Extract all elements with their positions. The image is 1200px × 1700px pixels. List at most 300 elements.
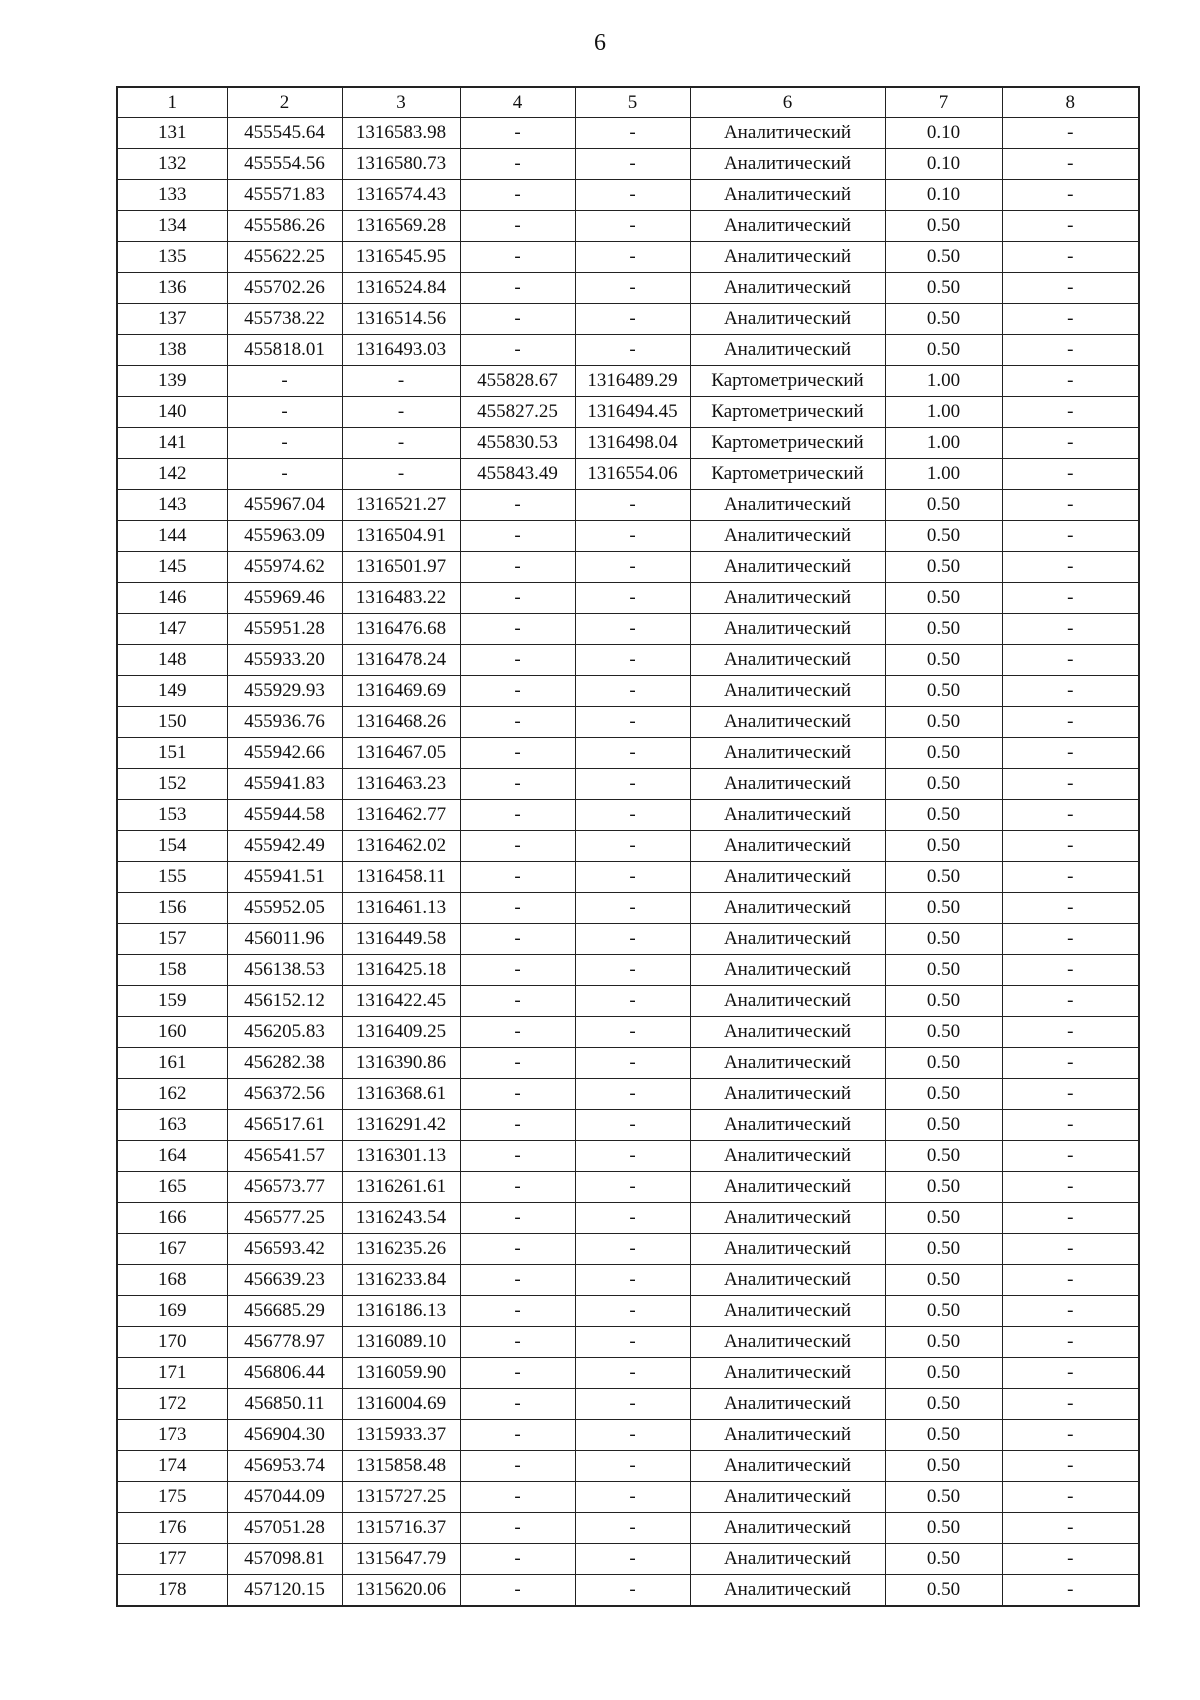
cell-x-coordinate: 456517.61 — [227, 1110, 342, 1141]
cell-method: Аналитический — [690, 645, 885, 676]
cell-accuracy: 0.50 — [885, 304, 1002, 335]
cell-note: - — [1002, 552, 1139, 583]
table-row — [117, 1265, 1139, 1296]
cell-point-number: 160 — [117, 1017, 227, 1048]
cell-point-number: 177 — [117, 1544, 227, 1575]
cell-x-coordinate-alt: - — [460, 955, 575, 986]
cell-x-coordinate-alt: 455830.53 — [460, 428, 575, 459]
cell-point-number: 145 — [117, 552, 227, 583]
cell-accuracy: 0.50 — [885, 1110, 1002, 1141]
cell-point-number: 150 — [117, 707, 227, 738]
cell-point-number: 166 — [117, 1203, 227, 1234]
cell-y-coordinate: 1316574.43 — [342, 180, 460, 211]
table-row — [117, 955, 1139, 986]
cell-accuracy: 0.10 — [885, 149, 1002, 180]
cell-y-coordinate: 1316233.84 — [342, 1265, 460, 1296]
cell-accuracy: 0.50 — [885, 335, 1002, 366]
cell-accuracy: 1.00 — [885, 366, 1002, 397]
cell-y-coordinate: 1316368.61 — [342, 1079, 460, 1110]
cell-accuracy: 0.50 — [885, 521, 1002, 552]
cell-y-coordinate: 1316261.61 — [342, 1172, 460, 1203]
cell-accuracy: 0.50 — [885, 1420, 1002, 1451]
cell-note: - — [1002, 893, 1139, 924]
table-row — [117, 242, 1139, 273]
cell-x-coordinate: 456639.23 — [227, 1265, 342, 1296]
cell-method: Аналитический — [690, 304, 885, 335]
cell-x-coordinate: 455933.20 — [227, 645, 342, 676]
cell-x-coordinate-alt: - — [460, 1048, 575, 1079]
cell-x-coordinate-alt: - — [460, 738, 575, 769]
cell-y-coordinate-alt: - — [575, 769, 690, 800]
coordinates-table — [116, 86, 1140, 1607]
cell-method: Аналитический — [690, 1482, 885, 1513]
cell-y-coordinate-alt: - — [575, 149, 690, 180]
cell-accuracy: 0.50 — [885, 738, 1002, 769]
cell-point-number: 153 — [117, 800, 227, 831]
cell-x-coordinate: 457098.81 — [227, 1544, 342, 1575]
table-row — [117, 1296, 1139, 1327]
cell-x-coordinate-alt: - — [460, 521, 575, 552]
cell-x-coordinate-alt: - — [460, 1575, 575, 1607]
cell-y-coordinate: 1316458.11 — [342, 862, 460, 893]
cell-method: Аналитический — [690, 1110, 885, 1141]
cell-point-number: 152 — [117, 769, 227, 800]
cell-point-number: 174 — [117, 1451, 227, 1482]
header-row — [117, 87, 1139, 118]
cell-y-coordinate-alt: - — [575, 583, 690, 614]
cell-x-coordinate-alt: - — [460, 211, 575, 242]
cell-method: Аналитический — [690, 1203, 885, 1234]
cell-method: Аналитический — [690, 583, 885, 614]
cell-x-coordinate: - — [227, 397, 342, 428]
cell-method: Аналитический — [690, 1420, 885, 1451]
cell-accuracy: 0.50 — [885, 1141, 1002, 1172]
cell-method: Аналитический — [690, 893, 885, 924]
cell-x-coordinate: 455951.28 — [227, 614, 342, 645]
table-row — [117, 118, 1139, 149]
cell-y-coordinate-alt: - — [575, 924, 690, 955]
cell-y-coordinate-alt: - — [575, 614, 690, 645]
cell-x-coordinate-alt: - — [460, 1110, 575, 1141]
cell-method: Аналитический — [690, 1265, 885, 1296]
cell-x-coordinate-alt: - — [460, 273, 575, 304]
cell-note: - — [1002, 242, 1139, 273]
cell-x-coordinate-alt: - — [460, 645, 575, 676]
cell-point-number: 162 — [117, 1079, 227, 1110]
cell-y-coordinate: 1316524.84 — [342, 273, 460, 304]
cell-note: - — [1002, 1451, 1139, 1482]
page-number: 6 — [594, 30, 606, 56]
cell-y-coordinate: 1315727.25 — [342, 1482, 460, 1513]
cell-note: - — [1002, 738, 1139, 769]
cell-accuracy: 0.50 — [885, 986, 1002, 1017]
cell-x-coordinate-alt: - — [460, 242, 575, 273]
cell-x-coordinate: 455554.56 — [227, 149, 342, 180]
table-row — [117, 924, 1139, 955]
cell-x-coordinate-alt: - — [460, 1389, 575, 1420]
cell-accuracy: 0.50 — [885, 1048, 1002, 1079]
cell-y-coordinate-alt: - — [575, 1513, 690, 1544]
cell-method: Аналитический — [690, 1451, 885, 1482]
column-header-3: 3 — [342, 87, 460, 118]
cell-method: Картометрический — [690, 459, 885, 490]
cell-x-coordinate-alt: - — [460, 1017, 575, 1048]
column-header-4: 4 — [460, 87, 575, 118]
cell-y-coordinate-alt: 1316489.29 — [575, 366, 690, 397]
cell-method: Аналитический — [690, 1017, 885, 1048]
cell-note: - — [1002, 1420, 1139, 1451]
cell-accuracy: 0.50 — [885, 1296, 1002, 1327]
cell-accuracy: 0.50 — [885, 242, 1002, 273]
cell-x-coordinate: 455969.46 — [227, 583, 342, 614]
cell-point-number: 175 — [117, 1482, 227, 1513]
cell-y-coordinate-alt: - — [575, 1327, 690, 1358]
cell-point-number: 155 — [117, 862, 227, 893]
cell-x-coordinate: 456953.74 — [227, 1451, 342, 1482]
table-row — [117, 738, 1139, 769]
cell-point-number: 167 — [117, 1234, 227, 1265]
cell-note: - — [1002, 1327, 1139, 1358]
cell-method: Картометрический — [690, 397, 885, 428]
cell-y-coordinate-alt: 1316494.45 — [575, 397, 690, 428]
cell-y-coordinate: 1316462.02 — [342, 831, 460, 862]
cell-note: - — [1002, 1482, 1139, 1513]
cell-y-coordinate: 1316004.69 — [342, 1389, 460, 1420]
table-row — [117, 1420, 1139, 1451]
cell-accuracy: 0.50 — [885, 924, 1002, 955]
cell-method: Аналитический — [690, 738, 885, 769]
cell-x-coordinate-alt: - — [460, 769, 575, 800]
table-row — [117, 1482, 1139, 1513]
cell-y-coordinate-alt: - — [575, 242, 690, 273]
cell-x-coordinate-alt: - — [460, 1141, 575, 1172]
cell-x-coordinate: 456541.57 — [227, 1141, 342, 1172]
table-row — [117, 1110, 1139, 1141]
cell-x-coordinate: 456778.97 — [227, 1327, 342, 1358]
cell-accuracy: 0.50 — [885, 893, 1002, 924]
cell-accuracy: 1.00 — [885, 459, 1002, 490]
table-row — [117, 1327, 1139, 1358]
cell-note: - — [1002, 1234, 1139, 1265]
cell-y-coordinate-alt: - — [575, 118, 690, 149]
cell-method: Аналитический — [690, 1048, 885, 1079]
table-row — [117, 831, 1139, 862]
cell-x-coordinate-alt: - — [460, 1203, 575, 1234]
cell-y-coordinate: - — [342, 459, 460, 490]
table-row — [117, 180, 1139, 211]
cell-point-number: 135 — [117, 242, 227, 273]
cell-note: - — [1002, 614, 1139, 645]
cell-note: - — [1002, 862, 1139, 893]
cell-method: Аналитический — [690, 1389, 885, 1420]
cell-point-number: 171 — [117, 1358, 227, 1389]
cell-method: Аналитический — [690, 211, 885, 242]
cell-point-number: 141 — [117, 428, 227, 459]
cell-y-coordinate: 1316504.91 — [342, 521, 460, 552]
cell-method: Аналитический — [690, 180, 885, 211]
cell-method: Аналитический — [690, 273, 885, 304]
table-row — [117, 428, 1139, 459]
cell-x-coordinate: 455738.22 — [227, 304, 342, 335]
cell-x-coordinate: 456138.53 — [227, 955, 342, 986]
cell-point-number: 169 — [117, 1296, 227, 1327]
cell-y-coordinate-alt: - — [575, 211, 690, 242]
cell-method: Аналитический — [690, 118, 885, 149]
table-row — [117, 769, 1139, 800]
cell-note: - — [1002, 1513, 1139, 1544]
cell-point-number: 164 — [117, 1141, 227, 1172]
cell-y-coordinate-alt: - — [575, 1451, 690, 1482]
cell-point-number: 148 — [117, 645, 227, 676]
cell-note: - — [1002, 924, 1139, 955]
cell-y-coordinate-alt: - — [575, 831, 690, 862]
cell-note: - — [1002, 304, 1139, 335]
cell-y-coordinate-alt: 1316498.04 — [575, 428, 690, 459]
table-row — [117, 211, 1139, 242]
cell-x-coordinate-alt: 455843.49 — [460, 459, 575, 490]
cell-x-coordinate: 455944.58 — [227, 800, 342, 831]
cell-point-number: 142 — [117, 459, 227, 490]
cell-note: - — [1002, 707, 1139, 738]
cell-note: - — [1002, 366, 1139, 397]
cell-x-coordinate-alt: - — [460, 335, 575, 366]
cell-y-coordinate-alt: - — [575, 1141, 690, 1172]
cell-accuracy: 0.50 — [885, 1017, 1002, 1048]
cell-accuracy: 0.50 — [885, 1203, 1002, 1234]
cell-method: Аналитический — [690, 552, 885, 583]
cell-accuracy: 0.50 — [885, 273, 1002, 304]
cell-x-coordinate-alt: - — [460, 1451, 575, 1482]
cell-point-number: 157 — [117, 924, 227, 955]
cell-x-coordinate: 456282.38 — [227, 1048, 342, 1079]
table-row — [117, 490, 1139, 521]
cell-y-coordinate: 1315858.48 — [342, 1451, 460, 1482]
cell-method: Аналитический — [690, 986, 885, 1017]
cell-y-coordinate: 1316476.68 — [342, 614, 460, 645]
table-row — [117, 614, 1139, 645]
cell-y-coordinate-alt: - — [575, 955, 690, 986]
cell-method: Аналитический — [690, 149, 885, 180]
cell-method: Аналитический — [690, 1234, 885, 1265]
cell-point-number: 158 — [117, 955, 227, 986]
cell-y-coordinate-alt: - — [575, 1575, 690, 1607]
cell-y-coordinate: 1316425.18 — [342, 955, 460, 986]
cell-y-coordinate: 1316186.13 — [342, 1296, 460, 1327]
cell-y-coordinate-alt: - — [575, 1048, 690, 1079]
cell-method: Аналитический — [690, 1358, 885, 1389]
cell-x-coordinate-alt: - — [460, 1420, 575, 1451]
table-row — [117, 1048, 1139, 1079]
cell-y-coordinate: 1316089.10 — [342, 1327, 460, 1358]
cell-x-coordinate: - — [227, 366, 342, 397]
table-row — [117, 1079, 1139, 1110]
cell-y-coordinate-alt: - — [575, 1482, 690, 1513]
cell-note: - — [1002, 149, 1139, 180]
cell-x-coordinate-alt: - — [460, 118, 575, 149]
cell-note: - — [1002, 1110, 1139, 1141]
cell-accuracy: 1.00 — [885, 428, 1002, 459]
cell-method: Аналитический — [690, 614, 885, 645]
cell-y-coordinate: 1316521.27 — [342, 490, 460, 521]
cell-note: - — [1002, 1544, 1139, 1575]
cell-point-number: 163 — [117, 1110, 227, 1141]
cell-x-coordinate-alt: - — [460, 149, 575, 180]
table-row — [117, 1389, 1139, 1420]
column-header-6: 6 — [690, 87, 885, 118]
cell-y-coordinate-alt: - — [575, 1017, 690, 1048]
cell-point-number: 161 — [117, 1048, 227, 1079]
cell-method: Аналитический — [690, 1575, 885, 1607]
cell-x-coordinate-alt: - — [460, 1327, 575, 1358]
cell-note: - — [1002, 645, 1139, 676]
cell-note: - — [1002, 769, 1139, 800]
cell-x-coordinate-alt: - — [460, 1544, 575, 1575]
cell-point-number: 133 — [117, 180, 227, 211]
cell-point-number: 131 — [117, 118, 227, 149]
cell-x-coordinate-alt: - — [460, 800, 575, 831]
cell-method: Аналитический — [690, 1513, 885, 1544]
cell-point-number: 173 — [117, 1420, 227, 1451]
cell-x-coordinate-alt: - — [460, 614, 575, 645]
cell-x-coordinate-alt: - — [460, 583, 575, 614]
cell-x-coordinate: 456577.25 — [227, 1203, 342, 1234]
cell-method: Аналитический — [690, 676, 885, 707]
cell-accuracy: 0.50 — [885, 1513, 1002, 1544]
cell-method: Картометрический — [690, 428, 885, 459]
cell-y-coordinate-alt: - — [575, 304, 690, 335]
cell-x-coordinate: 455545.64 — [227, 118, 342, 149]
cell-y-coordinate: 1316501.97 — [342, 552, 460, 583]
cell-y-coordinate: 1316390.86 — [342, 1048, 460, 1079]
table-row — [117, 273, 1139, 304]
cell-x-coordinate: 457044.09 — [227, 1482, 342, 1513]
cell-x-coordinate-alt: - — [460, 831, 575, 862]
cell-note: - — [1002, 1017, 1139, 1048]
table-row — [117, 552, 1139, 583]
cell-note: - — [1002, 1296, 1139, 1327]
table-row — [117, 1451, 1139, 1482]
cell-note: - — [1002, 459, 1139, 490]
cell-note: - — [1002, 397, 1139, 428]
table-row — [117, 1544, 1139, 1575]
cell-x-coordinate: 456152.12 — [227, 986, 342, 1017]
cell-y-coordinate-alt: - — [575, 986, 690, 1017]
cell-y-coordinate-alt: - — [575, 893, 690, 924]
cell-y-coordinate-alt: - — [575, 862, 690, 893]
cell-y-coordinate-alt: 1316554.06 — [575, 459, 690, 490]
cell-note: - — [1002, 1079, 1139, 1110]
cell-accuracy: 0.50 — [885, 769, 1002, 800]
table-row — [117, 1203, 1139, 1234]
cell-note: - — [1002, 1389, 1139, 1420]
cell-x-coordinate: 456593.42 — [227, 1234, 342, 1265]
cell-x-coordinate: 456205.83 — [227, 1017, 342, 1048]
cell-accuracy: 0.50 — [885, 583, 1002, 614]
cell-y-coordinate: 1316243.54 — [342, 1203, 460, 1234]
cell-method: Аналитический — [690, 862, 885, 893]
cell-y-coordinate-alt: - — [575, 645, 690, 676]
cell-y-coordinate: - — [342, 428, 460, 459]
cell-accuracy: 1.00 — [885, 397, 1002, 428]
cell-accuracy: 0.50 — [885, 211, 1002, 242]
cell-method: Аналитический — [690, 242, 885, 273]
cell-x-coordinate: 455818.01 — [227, 335, 342, 366]
cell-y-coordinate: - — [342, 366, 460, 397]
cell-y-coordinate-alt: - — [575, 273, 690, 304]
cell-y-coordinate-alt: - — [575, 1544, 690, 1575]
column-header-7: 7 — [885, 87, 1002, 118]
cell-accuracy: 0.50 — [885, 1482, 1002, 1513]
cell-point-number: 140 — [117, 397, 227, 428]
cell-method: Аналитический — [690, 769, 885, 800]
cell-y-coordinate: 1316493.03 — [342, 335, 460, 366]
cell-accuracy: 0.50 — [885, 1389, 1002, 1420]
cell-x-coordinate-alt: - — [460, 893, 575, 924]
cell-y-coordinate: 1316469.69 — [342, 676, 460, 707]
column-header-8: 8 — [1002, 87, 1139, 118]
cell-note: - — [1002, 273, 1139, 304]
cell-point-number: 143 — [117, 490, 227, 521]
cell-x-coordinate-alt: - — [460, 707, 575, 738]
cell-y-coordinate-alt: - — [575, 1389, 690, 1420]
cell-accuracy: 0.10 — [885, 180, 1002, 211]
cell-y-coordinate: 1316545.95 — [342, 242, 460, 273]
cell-x-coordinate-alt: - — [460, 1513, 575, 1544]
cell-y-coordinate-alt: - — [575, 490, 690, 521]
cell-accuracy: 0.50 — [885, 1234, 1002, 1265]
cell-point-number: 139 — [117, 366, 227, 397]
cell-note: - — [1002, 490, 1139, 521]
cell-method: Аналитический — [690, 707, 885, 738]
cell-x-coordinate-alt: - — [460, 490, 575, 521]
cell-x-coordinate-alt: 455828.67 — [460, 366, 575, 397]
cell-accuracy: 0.50 — [885, 1451, 1002, 1482]
cell-point-number: 159 — [117, 986, 227, 1017]
cell-y-coordinate-alt: - — [575, 552, 690, 583]
cell-accuracy: 0.50 — [885, 552, 1002, 583]
table-row — [117, 676, 1139, 707]
cell-method: Аналитический — [690, 924, 885, 955]
cell-y-coordinate: 1316463.23 — [342, 769, 460, 800]
cell-y-coordinate-alt: - — [575, 676, 690, 707]
cell-x-coordinate: 455702.26 — [227, 273, 342, 304]
cell-x-coordinate: 455622.25 — [227, 242, 342, 273]
cell-x-coordinate-alt: - — [460, 1482, 575, 1513]
cell-point-number: 151 — [117, 738, 227, 769]
cell-accuracy: 0.50 — [885, 707, 1002, 738]
cell-accuracy: 0.50 — [885, 800, 1002, 831]
cell-x-coordinate-alt: - — [460, 1234, 575, 1265]
cell-point-number: 146 — [117, 583, 227, 614]
cell-point-number: 137 — [117, 304, 227, 335]
table-row — [117, 366, 1139, 397]
table-row — [117, 1575, 1139, 1607]
cell-accuracy: 0.50 — [885, 955, 1002, 986]
cell-note: - — [1002, 1203, 1139, 1234]
cell-x-coordinate-alt: - — [460, 180, 575, 211]
cell-y-coordinate: 1316059.90 — [342, 1358, 460, 1389]
cell-accuracy: 0.50 — [885, 676, 1002, 707]
cell-y-coordinate-alt: - — [575, 521, 690, 552]
cell-y-coordinate: 1316462.77 — [342, 800, 460, 831]
cell-y-coordinate-alt: - — [575, 1203, 690, 1234]
cell-x-coordinate: 455941.83 — [227, 769, 342, 800]
cell-x-coordinate-alt: - — [460, 304, 575, 335]
table-row — [117, 397, 1139, 428]
cell-note: - — [1002, 118, 1139, 149]
cell-note: - — [1002, 211, 1139, 242]
cell-x-coordinate: 455963.09 — [227, 521, 342, 552]
